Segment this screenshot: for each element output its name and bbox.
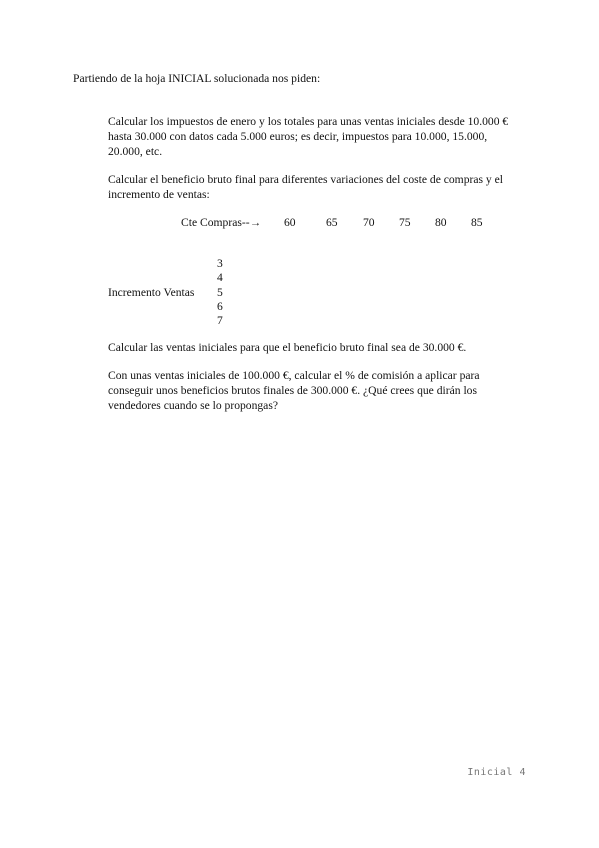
- paragraph-line: incremento de ventas:: [108, 188, 210, 201]
- paragraph-line: Calcular las ventas iniciales para que el beneficio bruto final sea de 30.000 €.: [108, 341, 467, 354]
- incremento-ventas-value: 6: [217, 300, 223, 313]
- page-footer: Inicial 4: [467, 767, 526, 778]
- paragraph-line: Con unas ventas iniciales de 100.000 €, calcular el % de comisión a aplicar para: [108, 369, 480, 382]
- paragraph-line: conseguir unos beneficios brutos finales de 300.000 €. ¿Qué crees que dirán los: [108, 384, 477, 397]
- paragraph-line: Calcular el beneficio bruto final para diferentes variaciones del coste de compras y el: [108, 173, 503, 186]
- incremento-ventas-label: Incremento Ventas: [108, 286, 195, 299]
- cte-compras-value: 70: [363, 216, 375, 229]
- incremento-ventas-value: 5: [217, 286, 223, 299]
- cte-compras-label: Cte Compras--→: [181, 216, 262, 229]
- paragraph-line: hasta 30.000 con datos cada 5.000 euros; es decir, impuestos para 10.000, 15.000,: [108, 130, 488, 143]
- cte-compras-value: 75: [399, 216, 411, 229]
- paragraph-line: vendedores cuando se lo propongas?: [108, 399, 278, 412]
- incremento-ventas-value: 4: [217, 271, 223, 284]
- paragraph-commission: [108, 368, 533, 413]
- incremento-ventas-value: 3: [217, 257, 223, 270]
- paragraph-taxes: [108, 114, 533, 159]
- paragraph-line: 20.000, etc.: [108, 145, 163, 158]
- incremento-ventas-value: 7: [217, 314, 223, 327]
- intro-text: Partiendo de la hoja INICIAL solucionada nos piden:: [73, 72, 321, 85]
- paragraph-gross-profit: [108, 172, 533, 202]
- cte-compras-value: 80: [435, 216, 447, 229]
- cte-compras-value: 60: [284, 216, 296, 229]
- cte-compras-value: 85: [471, 216, 483, 229]
- paragraph-initial-sales: [108, 340, 533, 355]
- cte-compras-value: 65: [326, 216, 338, 229]
- paragraph-line: Calcular los impuestos de enero y los totales para unas ventas iniciales desde 10.000 €: [108, 115, 509, 128]
